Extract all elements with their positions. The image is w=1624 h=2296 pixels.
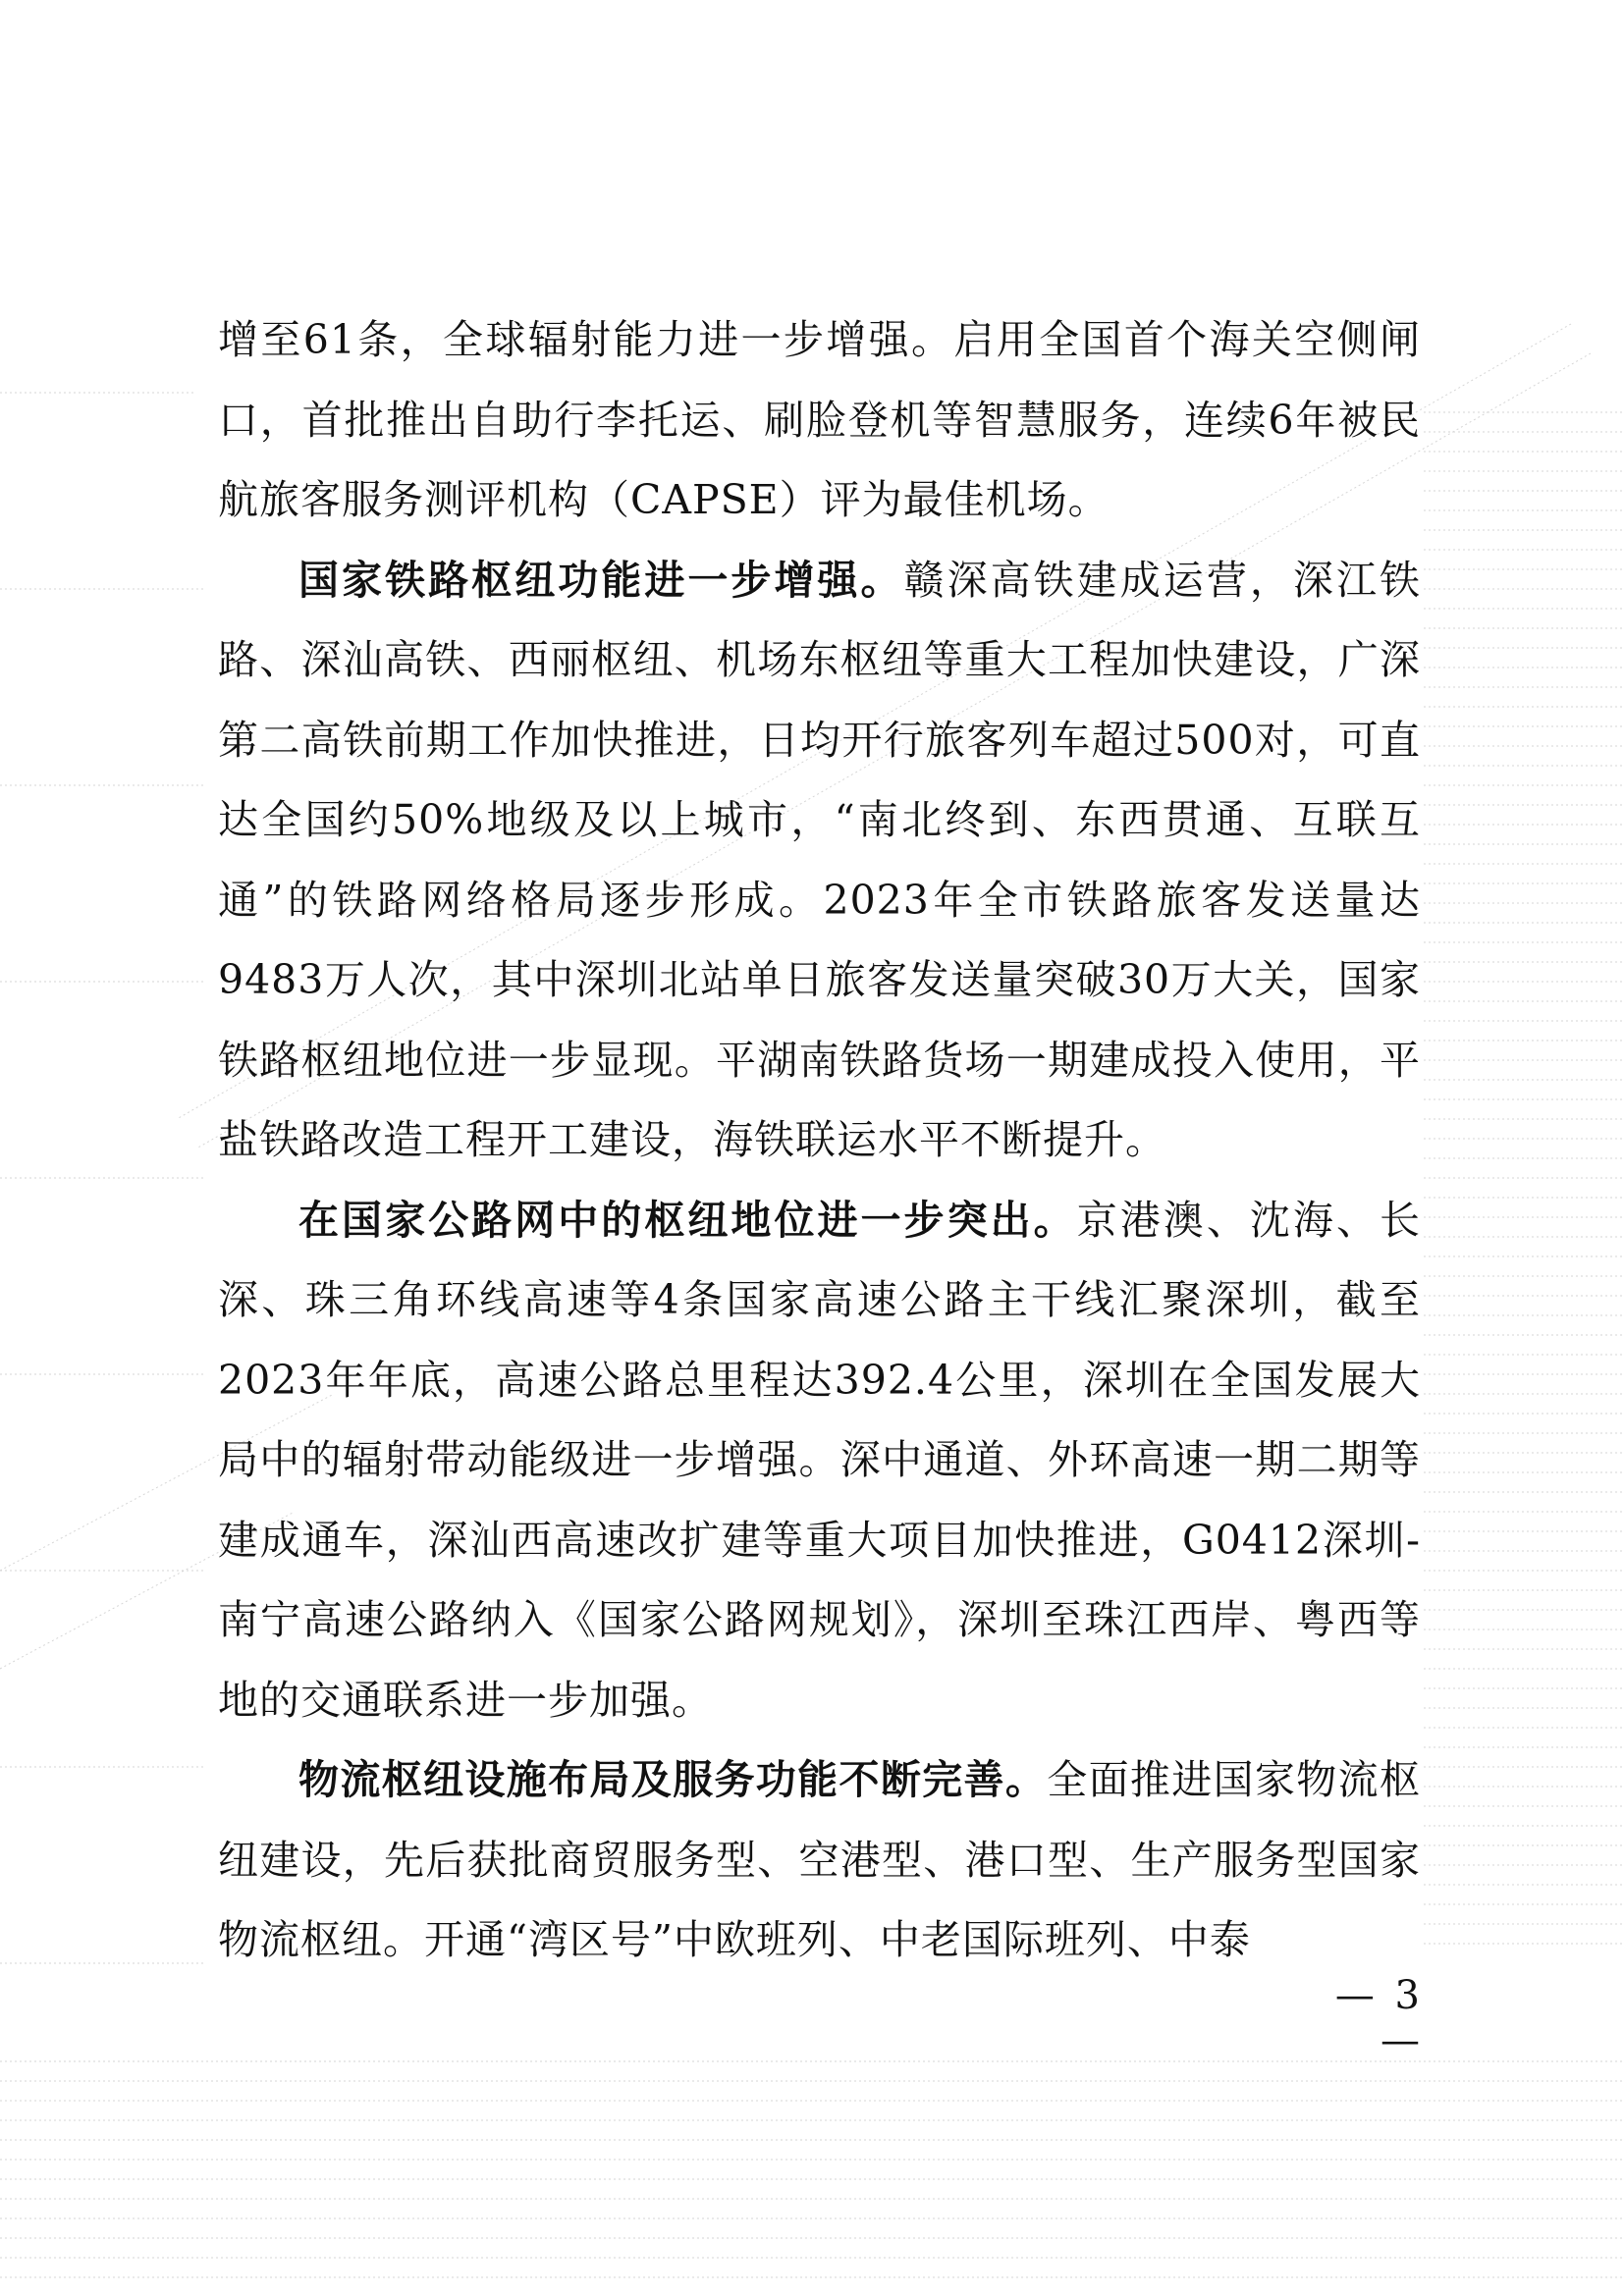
paragraph-body: 赣深高铁建成运营，深江铁路、深汕高铁、西丽枢纽、机场东枢纽等重大工程加快建设，广深第二高铁前期工作加快推进，日均开行旅客列车超过500对，可直达全国约50%地级及以上城市，“南北终到、东西贯通、互联互通”的铁路网络格局逐步形成。2023年全市铁路旅客发送量达9483万人次，其中深圳北站单日旅客发送量突破30万大关，国家铁路枢纽地位进一步显现。平湖南铁路货场一期建成投入使用，平盐铁路改造工程开工建设，海铁联运水平不断提升。	[218, 556, 1422, 1163]
paragraph-body: 全面推进国家物流枢纽建设，先后获批商贸服务型、空港型、港口型、生产服务型国家物流枢纽。开通“湾区号”中欧班列、中老国际班列、中泰	[218, 1756, 1422, 1963]
paragraph-logistics-hub	[218, 1740, 1421, 1981]
paragraph-body: 增至61条，全球辐射能力进一步增强。启用全国首个海关空侧闸口，首批推出自助行李托运、刷脸登机等智慧服务，连续6年被民航旅客服务测评机构（CAPSE）评为最佳机场。	[218, 316, 1421, 523]
paragraph-body: 京港澳、沈海、长深、珠三角环线高速等4条国家高速公路主干线汇聚深圳，截至2023年年底，高速公路总里程达392.4公里，深圳在全国发展大局中的辐射带动能级进一步增强。深中通道、外环高速一期二期等建成通车，深汕西高速改扩建等重大项目加快推进，G0412深圳-南宁高速公路纳入《国家公路网规划》，深圳至珠江西岸、粤西等地的交通联系进一步加强。	[218, 1196, 1421, 1724]
paragraph-railway-hub	[218, 541, 1421, 1181]
page-number: — 3 —	[1334, 1973, 1424, 2063]
paragraph-lead: 在国家公路网中的枢纽地位进一步突出。	[298, 1196, 1077, 1244]
paragraph-lead: 国家铁路枢纽功能进一步增强。	[298, 556, 904, 604]
document-body	[218, 300, 1421, 1981]
paragraph-lead: 物流枢纽设施布局及服务功能不断完善。	[298, 1756, 1048, 1803]
paragraph-airport-continuation	[218, 300, 1421, 541]
paragraph-highway-hub	[218, 1181, 1421, 1741]
